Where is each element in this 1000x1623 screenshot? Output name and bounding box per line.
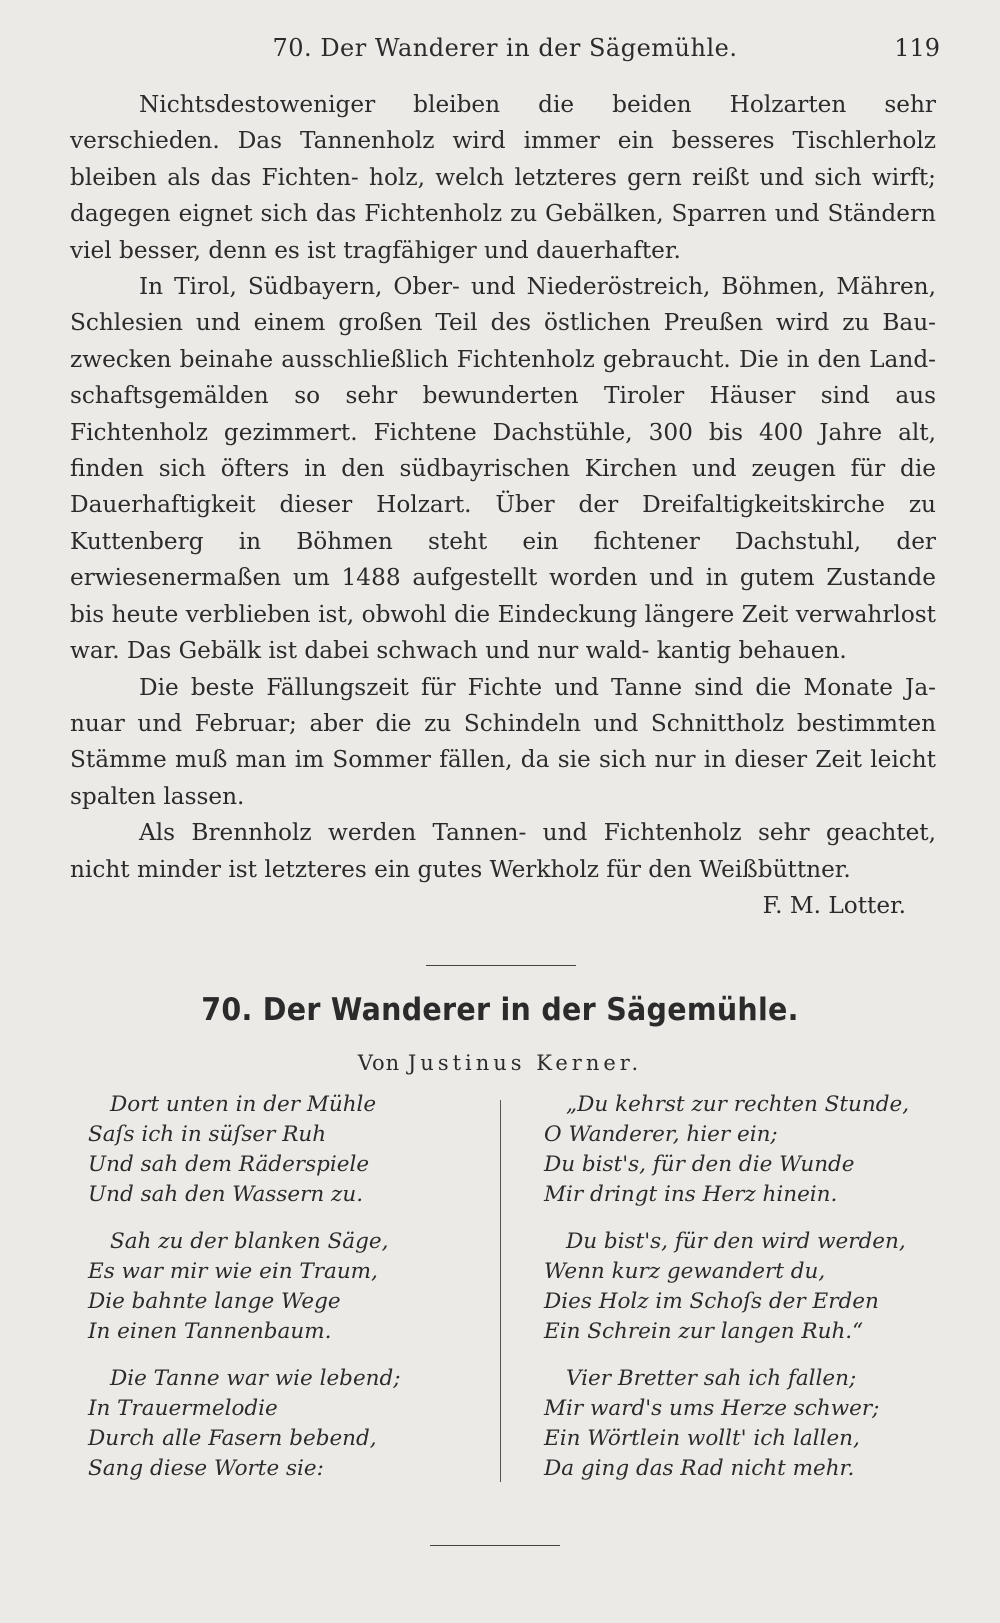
poem-line: Ein Wörtlein wollt' ich lallen, (544, 1426, 860, 1451)
poem-column-left (88, 1090, 488, 1501)
author-name: Justinus Kerner. (407, 1051, 643, 1075)
poem-stanza (544, 1227, 944, 1347)
poem-heading: 70. Der Wanderer in der Sägemühle. (201, 992, 799, 1028)
prose-paragraph: In Tirol, Südbayern, Ober- und Niederöstreich, Böhmen, Mähren, Schlesien und einem großen Teil des östlichen Preußen wird zu Bau- zwecken beinahe ausschließlich Fichtenholz gebraucht. Die in den Land- schaftsgemälden so sehr bewunderten Tiroler Häuser sind aus Fichtenholz gezimmert. Fichtene Dachstühle, 300 bis 400 Jahre alt, finden sich öfters in den südbayrischen Kirchen und zeugen für die Dauerhaftigkeit dieser Holzart. Über der Dreifaltigkeitskirche zu Kuttenberg in Böhmen steht ein fichtener Dachstuhl, der erwiesenermaßen um 1488 aufgestellt worden und in gutem Zustande bis heute verblieben ist, obwohl die Eindeckung längere Zeit verwahrlost war. Das Gebälk ist dabei schwach und nur wald- kantig behauen. (70, 273, 936, 665)
author-prefix: Von (357, 1051, 408, 1075)
poem-line: Wenn kurz gewandert du, (544, 1259, 826, 1284)
poem-line: Mir dringt ins Herz hinein. (544, 1182, 838, 1207)
poem-line: Durch alle Fasern bebend, (88, 1426, 377, 1451)
poem-line: In einen Tannenbaum. (88, 1319, 332, 1344)
poem-line: Da ging das Rad nicht mehr. (544, 1456, 855, 1481)
page-number: 119 (894, 34, 940, 62)
poem-line: O Wanderer, hier ein; (544, 1122, 778, 1147)
end-rule (430, 1545, 560, 1546)
poem-line: Dort unten in der Mühle (110, 1092, 377, 1117)
poem-line: Vier Bretter sah ich fallen; (566, 1366, 857, 1391)
poem-line: Dies Holz im Schoſs der Erden (544, 1289, 879, 1314)
section-rule (426, 965, 576, 966)
prose-paragraph: Als Brennholz werden Tannen- und Fichtenholz sehr geachtet, nicht minder ist letzteres ein gutes Werkholz für den Weißbüttner. (70, 819, 936, 883)
poem-line: Du bist's, für den die Wunde (544, 1152, 855, 1177)
poem-line: Mir ward's ums Herze schwer; (544, 1396, 880, 1421)
poem-stanza (544, 1364, 944, 1484)
poem-column-right (544, 1090, 944, 1501)
prose-paragraph: Die beste Fällungszeit für Fichte und Tanne sind die Monate Ja- nuar und Februar; aber die zu Schindeln und Schnittholz bestimmten Stämme muß man im Sommer fällen, da sie sich nur in dieser Zeit leicht spalten lassen. (70, 673, 936, 810)
running-header (70, 34, 940, 70)
prose-body (70, 87, 936, 924)
poem-line: Und sah dem Räderspiele (88, 1152, 370, 1177)
poem-line: Es war mir wie ein Traum, (88, 1259, 378, 1284)
poem-author (0, 1051, 1000, 1075)
poem-line: Sang diese Worte sie: (88, 1456, 324, 1481)
prose-paragraph: Nichtsdestoweniger bleiben die beiden Holzarten sehr verschieden. Das Tannenholz wird immer ein besseres Tischlerholz bleiben als das Fichten- holz, welch letzteres gern reißt und sich wirft; dagegen eignet sich das Fichtenholz zu Gebälken, Sparren und Ständern viel besser, denn es ist tragfähiger und dauerhafter. (70, 91, 936, 264)
poem-line: Ein Schrein zur langen Ruh.“ (544, 1319, 864, 1344)
poem-line: Die Tanne war wie lebend; (110, 1366, 401, 1391)
poem-stanza (88, 1090, 488, 1210)
poem-stanza (88, 1364, 488, 1484)
poem-stanza (544, 1090, 944, 1210)
author-signature: F. M. Lotter. (762, 891, 906, 919)
poem-line: Und sah den Wassern zu. (88, 1182, 364, 1207)
poem-line: „Du kehrst zur rechten Stunde, (566, 1092, 910, 1117)
poem-line: Saſs ich in süſser Ruh (88, 1122, 327, 1147)
poem-line: In Trauermelodie (88, 1396, 278, 1421)
poem-line: Sah zu der blanken Säge, (110, 1229, 389, 1254)
poem-line: Du bist's, für den wird werden, (566, 1229, 906, 1254)
column-divider (500, 1100, 501, 1482)
poem-stanza (88, 1227, 488, 1347)
poem-line: Die bahnte lange Wege (88, 1289, 341, 1314)
running-title: 70. Der Wanderer in der Sägemühle. (272, 34, 738, 62)
